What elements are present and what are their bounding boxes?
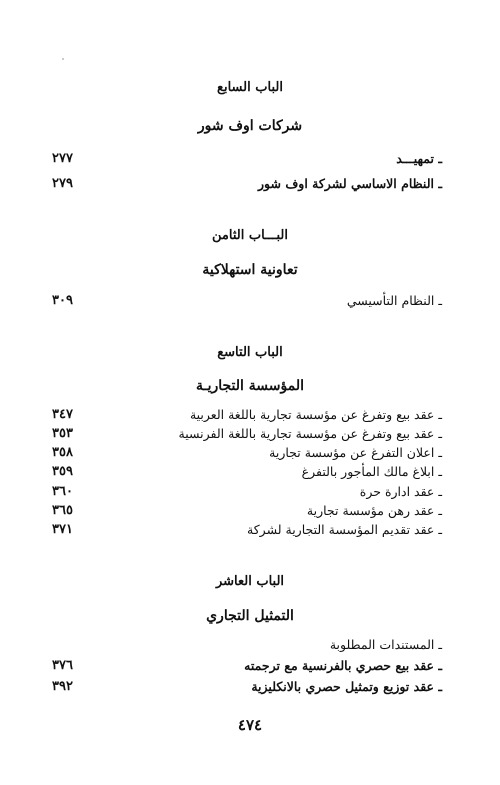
toc-entry bbox=[0, 502, 500, 522]
toc-entry bbox=[0, 463, 500, 483]
scan-speck bbox=[62, 58, 64, 60]
toc-entry-page: ٣٠٩ bbox=[52, 293, 73, 308]
toc-entry-title: ـ تمهيـــد bbox=[396, 151, 442, 166]
toc-entry-title: ـ اعلان التفرغ عن مؤسسة تجارية bbox=[269, 445, 442, 460]
toc-entry bbox=[0, 175, 500, 195]
toc-entry-page: ٣٦٥ bbox=[52, 503, 73, 518]
toc-entry-title: ـ عقد بيع حصري بالفرنسية مع ترجمته bbox=[244, 658, 442, 673]
chapter-8-heading: تعاونية استهلاكية bbox=[202, 262, 298, 278]
chapter-10-heading: التمثيل التجاري bbox=[206, 608, 294, 624]
toc-entry-title: ـ عقد توزيع وتمثيل حصري بالانكليزية bbox=[251, 679, 442, 694]
toc-entry-page: ٢٧٩ bbox=[52, 176, 73, 191]
toc-entry-title: ـ عقد رهن مؤسسة تجارية bbox=[306, 503, 442, 518]
toc-entry bbox=[0, 678, 500, 698]
toc-entry-title: ـ عقد بيع وتفرغ عن مؤسسة تجارية باللغة العربية bbox=[189, 407, 442, 422]
toc-entry bbox=[0, 636, 500, 656]
toc-entry-title: ـ عقد ادارة حرة bbox=[359, 484, 442, 499]
toc-entry-page: ٣٤٧ bbox=[52, 407, 73, 422]
chapter-7-heading: شركات اوف شور bbox=[197, 118, 303, 134]
toc-entry bbox=[0, 425, 500, 445]
chapter-9-title: الباب التاسع bbox=[217, 345, 283, 360]
toc-entry-page: ٣٥٩ bbox=[52, 464, 73, 479]
toc-entry-title: ـ النظام الاساسي لشركة اوف شور bbox=[258, 176, 442, 191]
toc-entry-page: ٣٥٣ bbox=[52, 426, 73, 441]
toc-entry-page: ٣٥٨ bbox=[52, 445, 73, 460]
toc-entry-title: ـ النظام التأسيسي bbox=[346, 293, 442, 308]
toc-entry bbox=[0, 483, 500, 503]
toc-entry-page: ٣٧٦ bbox=[52, 658, 73, 673]
toc-entry bbox=[0, 444, 500, 464]
chapter-7-title: الباب السابع bbox=[217, 80, 283, 95]
toc-entry-page: ٢٧٧ bbox=[52, 151, 73, 166]
toc-entry bbox=[0, 657, 500, 677]
toc-entry-title: ـ المستندات المطلوبة bbox=[329, 637, 442, 652]
toc-entry bbox=[0, 150, 500, 170]
chapter-10-title: الباب العاشر bbox=[215, 574, 285, 589]
chapter-9-heading: المؤسسة التجاريـة bbox=[195, 378, 305, 394]
toc-entry-page: ٣٧١ bbox=[52, 522, 73, 537]
toc-entry bbox=[0, 521, 500, 541]
page-number: ٤٧٤ bbox=[237, 716, 263, 734]
toc-entry-title: ـ ابلاغ مالك المأجور بالتفرغ bbox=[301, 464, 442, 479]
toc-entry-page: ٣٩٢ bbox=[52, 679, 73, 694]
toc-entry bbox=[0, 406, 500, 426]
toc-entry-page: ٣٦٠ bbox=[52, 484, 73, 499]
toc-entry-title: ـ عقد بيع وتفرغ عن مؤسسة تجارية باللغة الفرنسية bbox=[178, 426, 442, 441]
toc-entry-title: ـ عقد تقديم المؤسسة التجارية لشركة bbox=[247, 522, 442, 537]
toc-entry bbox=[0, 292, 500, 312]
chapter-8-title: البـــاب الثامن bbox=[212, 228, 288, 243]
